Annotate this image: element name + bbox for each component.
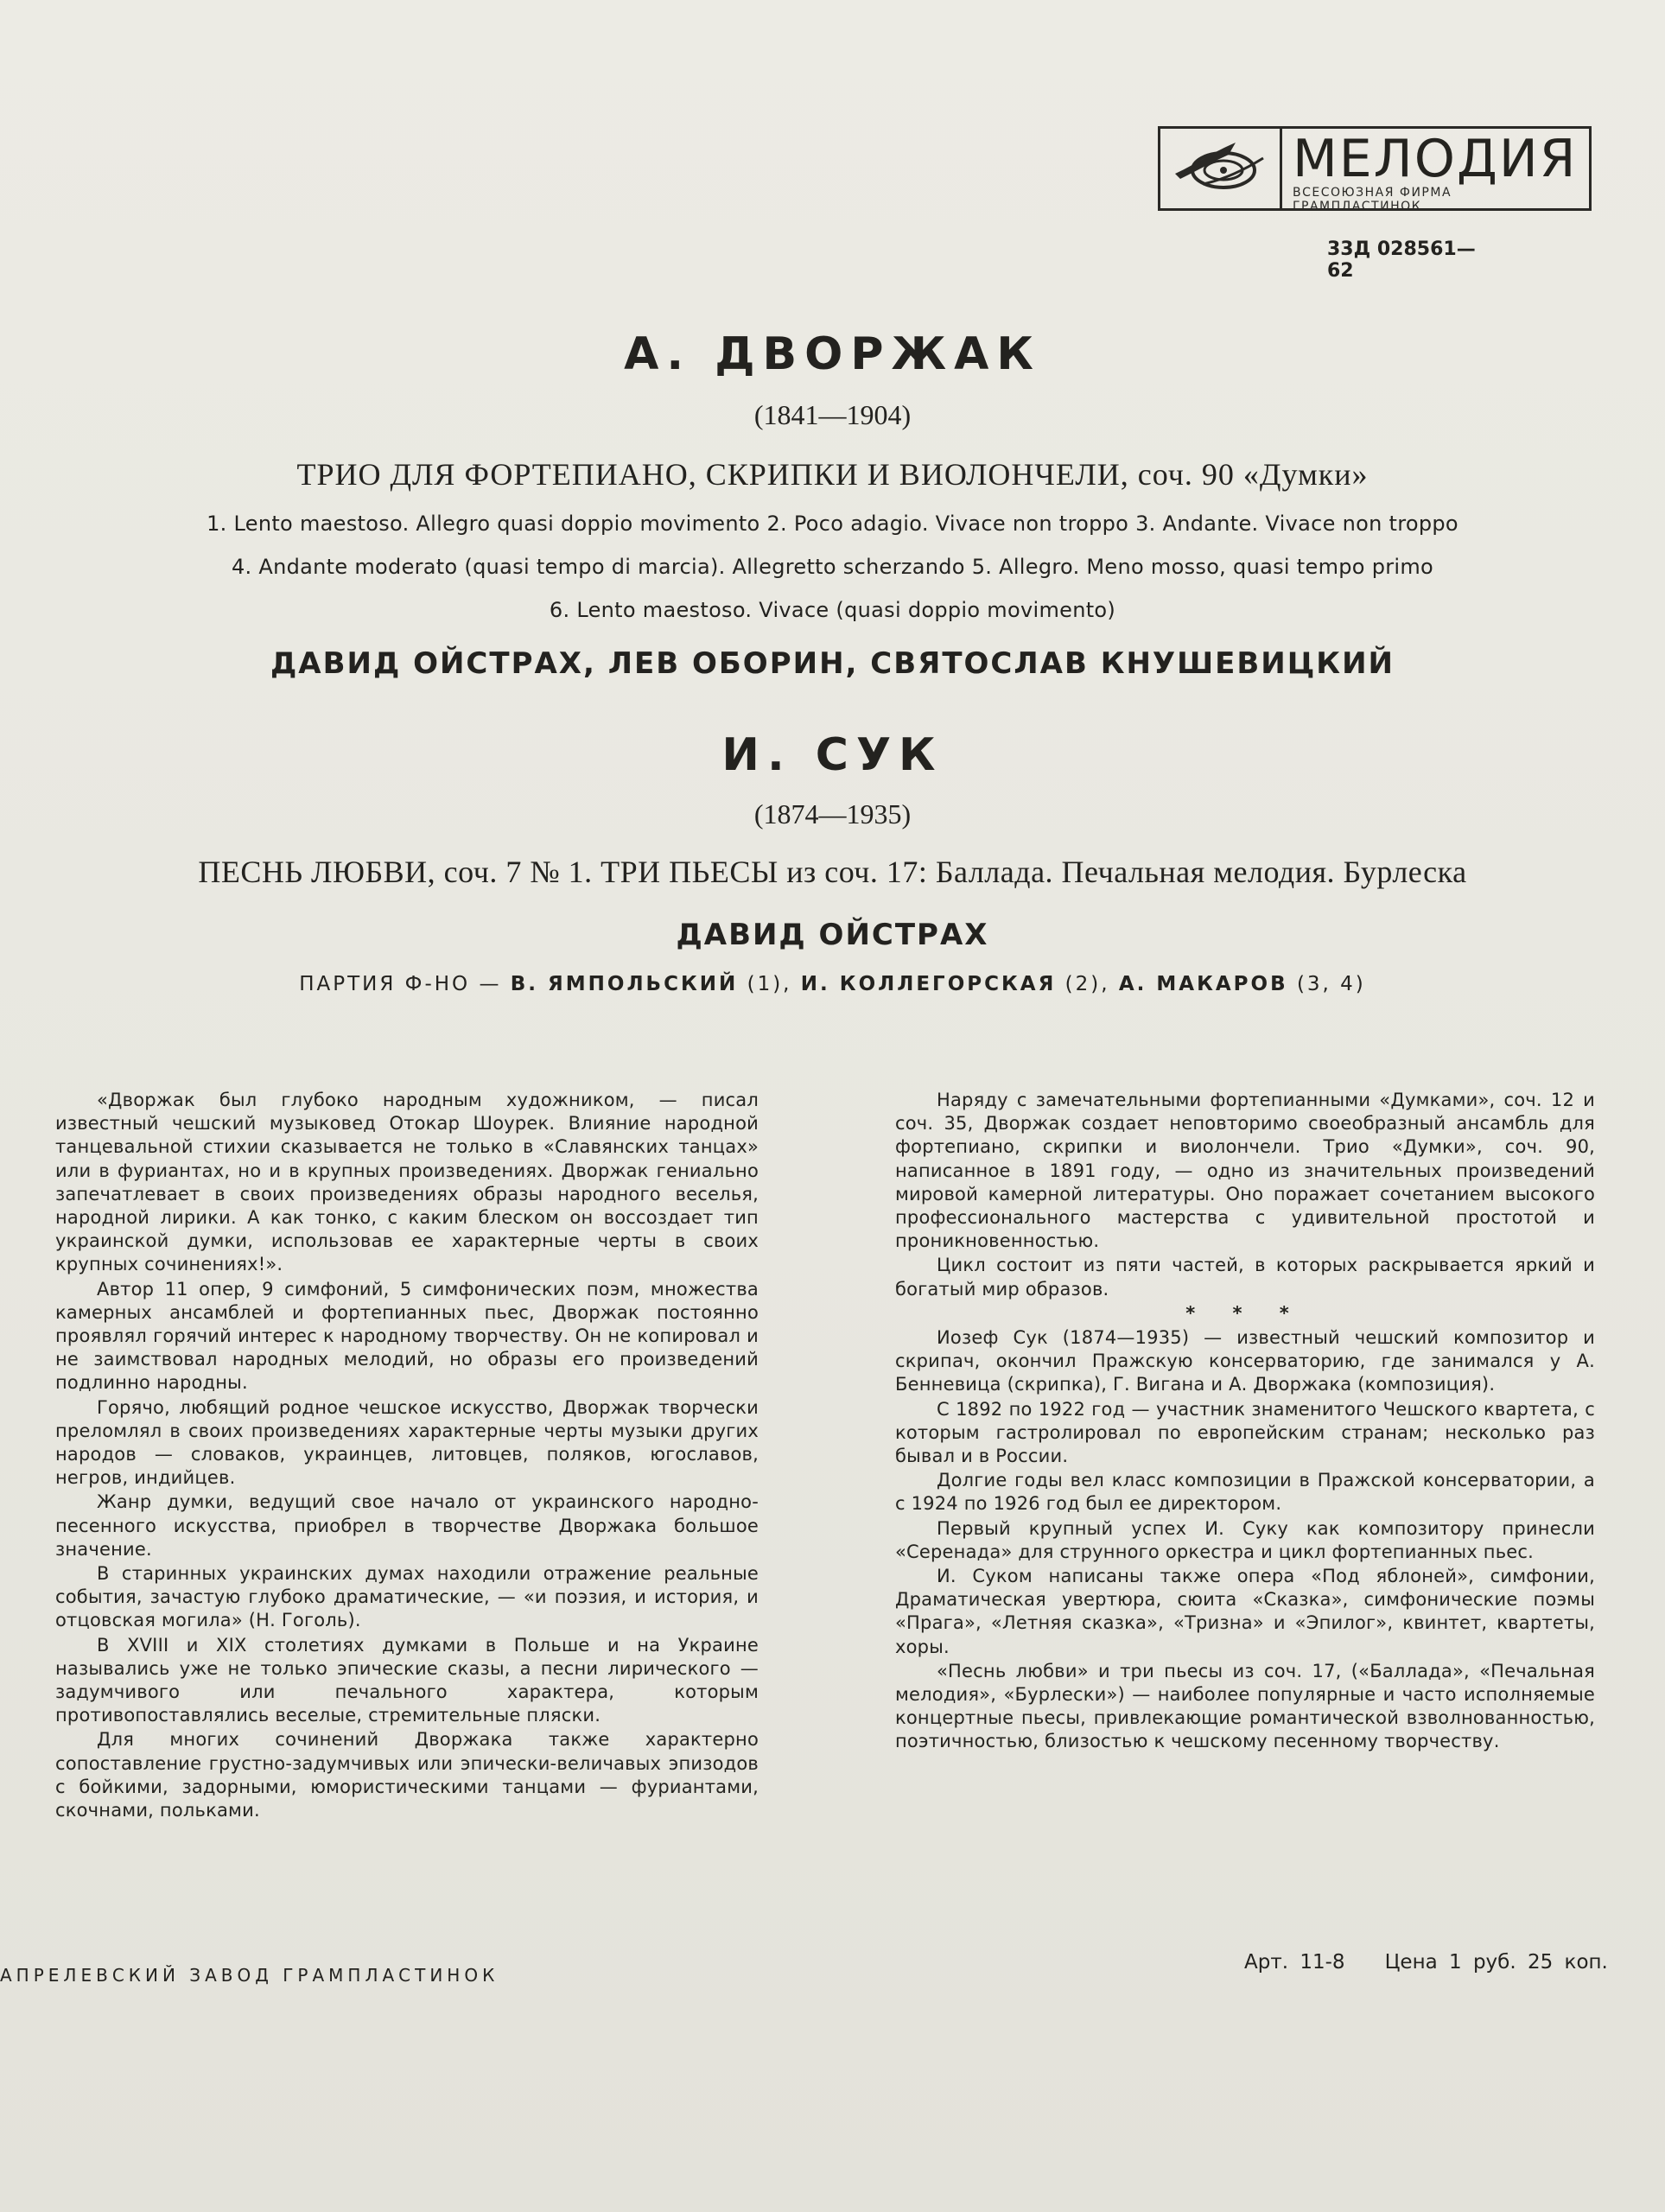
notes-left-paragraph-2: Автор 11 опер, 9 симфоний, 5 симфонических поэм, множества камерных ансамблей и фортепианных пьес, Дворжак постоянно проявлял горячий интерес к народному творчеству. Он не копировал и не заимствовал народных мелодий, но образы его произведений подлинно народны.	[55, 1278, 759, 1394]
suk-years: (1874—1935)	[753, 798, 912, 830]
notes-right-paragraph-3: Иозеф Сук (1874—1935) — известный чешский композитор и скрипач, окончил Пражскую консерваторию, где занимался у А. Бенневица (скрипка), Г. Вигана и А. Дворжака (композиция).	[895, 1327, 1595, 1395]
notes-left-paragraph-5: В старинных украинских думах находили отражение реальные события, зачастую глубоко драматические, — «и поэзия, и история, и отцовская могила» (Н. Гоголь).	[55, 1563, 759, 1631]
piano-part-prefix: ПАРТИЯ Ф-НО —	[299, 973, 502, 995]
dvorak-movements-line-2: 4. Andante moderato (quasi tempo di marcia). Allegretto scherzando 5. Allegro. Meno mosso, quasi tempo primo	[231, 555, 1434, 579]
liner-notes-left	[55, 1089, 759, 1823]
pianist-yampolsky: В. ЯМПОЛЬСКИЙ	[510, 973, 739, 995]
pianist-yampolsky-works: (1),	[747, 973, 792, 995]
catalog-number: 33Д 028561—62	[1327, 238, 1476, 282]
dvorak-years: (1841—1904)	[753, 399, 912, 430]
pianist-kollegorskaya-works: (2),	[1064, 973, 1110, 995]
factory-name: АПРЕЛЕВСКИЙ ЗАВОД ГРАМПЛАСТИНОК	[0, 1965, 499, 1986]
suk-performer: ДАВИД ОЙСТРАХ	[676, 918, 989, 952]
section-separator-stars: * * *	[1185, 1302, 1305, 1324]
liner-notes-right	[895, 1089, 1595, 1755]
notes-right-paragraph-1: Наряду с замечательными фортепианными «Думками», соч. 12 и соч. 35, Дворжак создает неповторимо своеобразный ансамбль для фортепиано, скрипки и виолончели. Трио «Думки», соч. 90, написанное в 1891 году, — одно из значительных произведений мировой камерной литературы. Оно поражает сочетанием высокого профессионального мастерства с удивительной простотой и проникновенностью.	[895, 1090, 1595, 1252]
notes-right-paragraph-8: «Песнь любви» и три пьесы из соч. 17, («Баллада», «Печальная мелодия», «Бурлески») — наиболее популярные и часто исполняемые концертные пьесы, привлекающие романтической взволнованностью, поэтичностью, близостью к чешскому песенному творчеству.	[895, 1660, 1595, 1752]
dvorak-work-title: ТРИО ДЛЯ ФОРТЕПИАНО, СКРИПКИ И ВИОЛОНЧЕЛИ, соч. 90 «Думки»	[296, 457, 1369, 492]
dvorak-movements-line-3: 6. Lento maestoso. Vivace (quasi doppio movimento)	[549, 598, 1116, 622]
pianist-makarov-works: (3, 4)	[1296, 973, 1366, 995]
notes-left-paragraph-3: Горячо, любящий родное чешское искусство, Дворжак творчески преломлял в своих произведениях характерные черты музыки других народов — словаков, украинцев, литовцев, поляков, югославов, негров, индийцев.	[55, 1396, 759, 1489]
price: Цена 1 руб. 25 коп.	[1384, 1951, 1608, 1974]
notes-left-paragraph-7: Для многих сочинений Дворжака также характерно сопоставление грустно-задумчивых или эпически-величавых эпизодов с бойкими, задорными, юмористическими танцами — фуриантами, скочнами, польками.	[55, 1729, 759, 1821]
melodiya-emblem-icon	[1160, 129, 1282, 208]
notes-right-paragraph-2: Цикл состоит из пяти частей, в которых раскрывается яркий и богатый мир образов.	[895, 1255, 1595, 1300]
notes-right-paragraph-4: С 1892 по 1922 год — участник знаменитого Чешского квартета, с которым гастролировал по европейским странам; несколько раз бывал и в России.	[895, 1398, 1595, 1467]
logo-wordmark: МЕЛОДИЯ	[1293, 129, 1578, 189]
composer-dvorak: А. ДВОРЖАК	[624, 328, 1041, 380]
notes-left-paragraph-4: Жанр думки, ведущий свое начало от украинского народно-песенного искусства, приобрел в творчестве Дворжака большое значение.	[55, 1491, 759, 1560]
notes-right-paragraph-6: Первый крупный успех И. Суку как композитору принесли «Серенада» для струнного оркестра и цикл фортепианных пьес.	[895, 1517, 1595, 1562]
notes-left-paragraph-6: В XVIII и XIX столетиях думками в Польше и на Украине назывались уже не только эпические сказы, а песни лирического — задумчивого или печального характера, которым противопоставлялись веселые, стремительные пляски.	[55, 1634, 759, 1726]
dvorak-performers: ДАВИД ОЙСТРАХ, ЛЕВ ОБОРИН, СВЯТОСЛАВ КНУШЕВИЦКИЙ	[270, 646, 1395, 681]
melodiya-logo	[1158, 126, 1592, 211]
logo-subtitle: ВСЕСОЮЗНАЯ ФИРМА ГРАМПЛАСТИНОК	[1293, 186, 1452, 213]
price-line	[1244, 1951, 1608, 1974]
pianist-makarov: А. МАКАРОВ	[1118, 973, 1288, 995]
suk-works: ПЕСНЬ ЛЮБВИ, соч. 7 № 1. ТРИ ПЬЕСЫ из соч. 17: Баллада. Печальная мелодия. Бурлеска	[198, 855, 1467, 889]
notes-right-paragraph-5: Долгие годы вел класс композиции в Пражской консерватории, а с 1924 по 1926 год был ее директором.	[895, 1470, 1595, 1515]
pianist-kollegorskaya: И. КОЛЛЕГОРСКАЯ	[800, 973, 1057, 995]
notes-right-paragraph-7: И. Суком написаны также опера «Под яблоней», симфонии, Драматическая увертюра, сюита «Сказка», симфонические поэмы «Прага», «Летняя сказка», «Тризна» и «Эпилог», квинтет, квартеты, хоры.	[895, 1566, 1595, 1657]
dvorak-movements-line-1: 1. Lento maestoso. Allegro quasi doppio movimento 2. Poco adagio. Vivace non troppo 3. Andante. Vivace non troppo	[207, 512, 1458, 536]
notes-left-paragraph-1: «Дворжак был глубоко народным художником, — писал известный чешский музыковед Отокар Шоурек. Влияние народной танцевальной стихии сказывается не только в «Славянских танцах» или в фуриантах, но и в крупных произведениях. Дворжак гениально запечатлевает в своих произведениях образы народного веселья, народной лирики. А как тонко, с каким блеском он воссоздает тип украинской думки, использовав ее характерные черты в своих крупных сочинениях!».	[55, 1090, 759, 1275]
article-number: Арт. 11-8	[1244, 1951, 1345, 1974]
composer-suk: И. СУК	[721, 729, 944, 781]
piano-part-line	[0, 973, 1665, 995]
